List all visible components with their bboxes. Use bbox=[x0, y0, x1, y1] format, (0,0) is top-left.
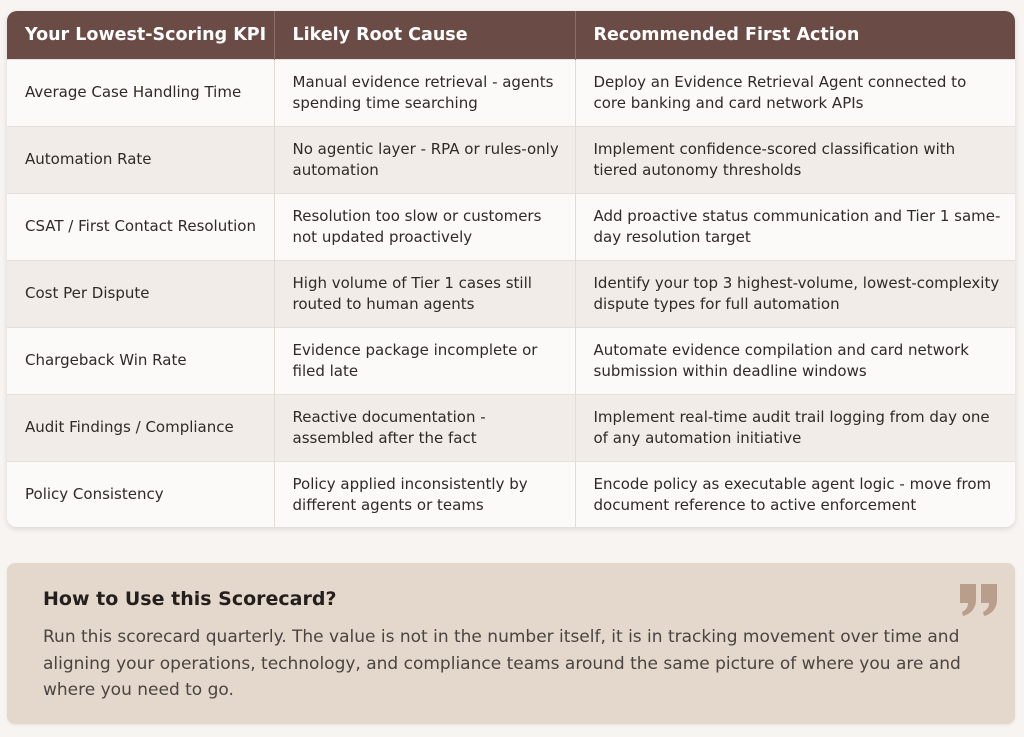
header-first-action: Recommended First Action bbox=[593, 24, 860, 45]
cell-root-cause: Evidence package incomplete or filed late bbox=[274, 327, 575, 394]
kpi-scorecard-table bbox=[7, 11, 1015, 527]
cell-root-cause: No agentic layer - RPA or rules-only automation bbox=[274, 126, 575, 193]
cell-root-cause: Resolution too slow or customers not updated proactively bbox=[274, 193, 575, 260]
cell-kpi: Average Case Handling Time bbox=[7, 59, 274, 126]
cell-root-cause: High volume of Tier 1 cases still routed to human agents bbox=[274, 260, 575, 327]
quote-mark-icon bbox=[959, 583, 999, 617]
cell-first-action: Add proactive status communication and Tier 1 same-day resolution target bbox=[575, 193, 1015, 260]
cell-root-cause: Manual evidence retrieval - agents spending time searching bbox=[274, 59, 575, 126]
cell-kpi: Automation Rate bbox=[7, 126, 274, 193]
table-row bbox=[7, 260, 1015, 327]
table-row bbox=[7, 59, 1015, 126]
cell-kpi: CSAT / First Contact Resolution bbox=[7, 193, 274, 260]
cell-first-action: Identify your top 3 highest-volume, lowest-complexity dispute types for full automation bbox=[575, 260, 1015, 327]
cell-root-cause: Reactive documentation - assembled after the fact bbox=[274, 394, 575, 461]
header-root-cause: Likely Root Cause bbox=[274, 11, 575, 59]
table-header-row bbox=[7, 11, 1015, 59]
cell-first-action: Implement real-time audit trail logging from day one of any automation initiative bbox=[575, 394, 1015, 461]
table-row bbox=[7, 394, 1015, 461]
callout-title: How to Use this Scorecard? bbox=[43, 588, 337, 610]
kpi-scorecard-table-card bbox=[7, 11, 1015, 527]
cell-first-action: Automate evidence compilation and card network submission within deadline windows bbox=[575, 327, 1015, 394]
table-row bbox=[7, 461, 1015, 527]
cell-first-action: Implement confidence-scored classification with tiered autonomy thresholds bbox=[575, 126, 1015, 193]
cell-kpi: Cost Per Dispute bbox=[7, 260, 274, 327]
cell-first-action: Encode policy as executable agent logic - move from document reference to active enforcement bbox=[575, 461, 1015, 527]
header-kpi: Your Lowest-Scoring KPI bbox=[7, 11, 274, 59]
cell-kpi: Policy Consistency bbox=[7, 461, 274, 527]
table-row bbox=[7, 126, 1015, 193]
cell-root-cause: Policy applied inconsistently by different agents or teams bbox=[274, 461, 575, 527]
callout-body: Run this scorecard quarterly. The value is not in the number itself, it is in tracking movement over time and aligning your operations, technology, and compliance teams around the same picture of where you are and where you need to go. bbox=[43, 627, 961, 700]
table-row bbox=[7, 327, 1015, 394]
cell-kpi: Audit Findings / Compliance bbox=[7, 394, 274, 461]
cell-first-action: Deploy an Evidence Retrieval Agent connected to core banking and card network APIs bbox=[575, 59, 1015, 126]
how-to-use-callout bbox=[7, 563, 1015, 724]
table-row bbox=[7, 193, 1015, 260]
cell-kpi: Chargeback Win Rate bbox=[7, 327, 274, 394]
